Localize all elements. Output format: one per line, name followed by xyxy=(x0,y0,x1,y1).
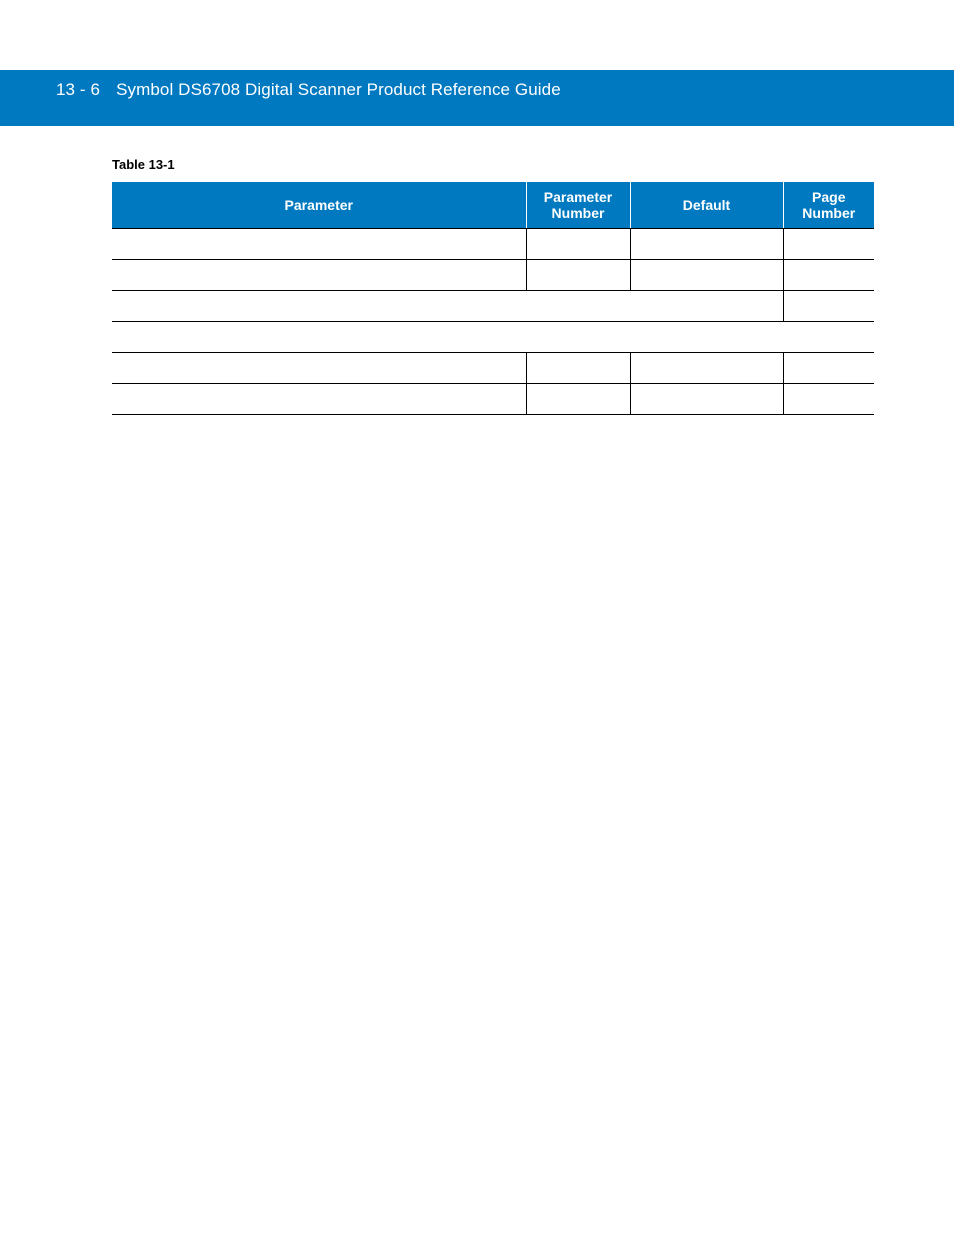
column-header-default: Default xyxy=(630,182,783,228)
table-cell xyxy=(783,383,874,414)
table-cell xyxy=(783,352,874,383)
table-cell xyxy=(112,352,526,383)
running-header xyxy=(56,79,561,101)
table-cell xyxy=(112,259,526,290)
table-cell xyxy=(112,228,526,259)
table-row xyxy=(112,321,874,352)
table-cell xyxy=(526,259,630,290)
table-header-row xyxy=(112,182,874,228)
table-cell xyxy=(630,383,783,414)
table-cell xyxy=(526,228,630,259)
table-caption: Table 13-1 xyxy=(112,157,175,172)
column-header-parameter-number: Parameter Number xyxy=(526,182,630,228)
table-cell xyxy=(783,228,874,259)
table-cell xyxy=(112,383,526,414)
table-cell xyxy=(112,290,783,321)
table-cell xyxy=(630,259,783,290)
table-row xyxy=(112,290,874,321)
table-cell xyxy=(630,352,783,383)
table-cell xyxy=(526,352,630,383)
table-cell xyxy=(783,290,874,321)
page-number: 13 - 6 xyxy=(56,80,101,99)
table-row xyxy=(112,228,874,259)
table-row xyxy=(112,383,874,414)
column-header-parameter: Parameter xyxy=(112,182,526,228)
column-header-page-number: Page Number xyxy=(783,182,874,228)
table-cell xyxy=(630,228,783,259)
guide-title: Symbol DS6708 Digital Scanner Product Reference Guide xyxy=(116,80,561,99)
table-cell xyxy=(783,259,874,290)
table-cell xyxy=(112,321,874,352)
table-row xyxy=(112,259,874,290)
table-row xyxy=(112,352,874,383)
table-cell xyxy=(526,383,630,414)
parameter-table xyxy=(112,182,874,415)
